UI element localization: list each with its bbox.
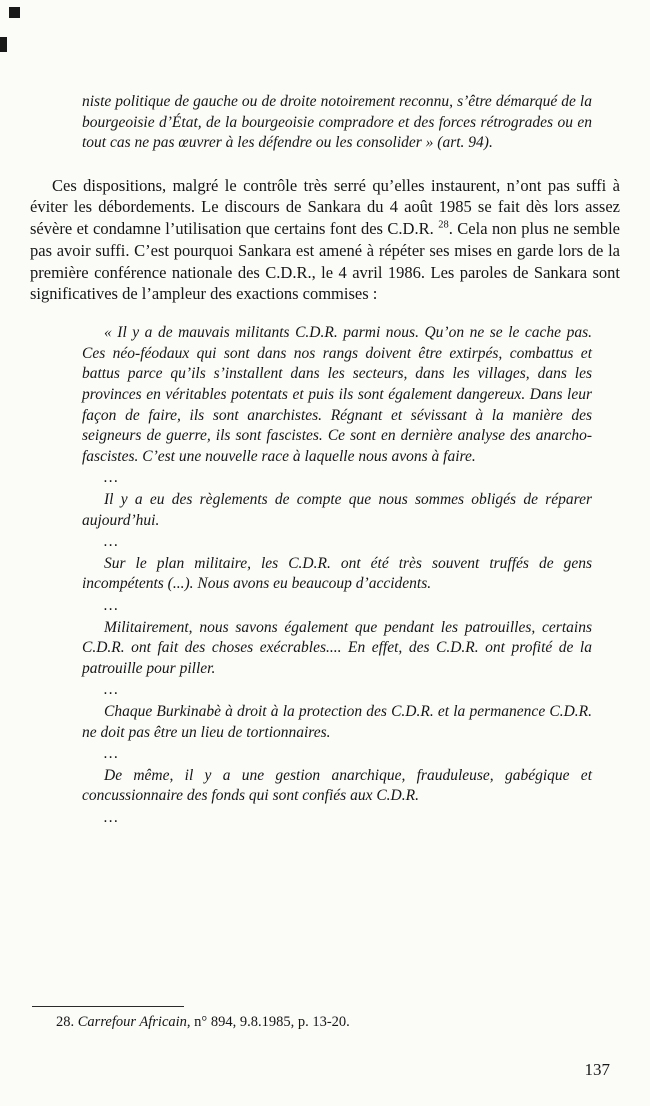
ellipsis-mark: … xyxy=(104,597,119,614)
body-text-after-ref: . Cela non plus ne semble pas avoir suffi. C’est pourquoi Sankara est amené à répéter ses mises en garde lors de la première conférence nationale des C.D.R., le 4 avril 1986. Les paroles de Sankara sont significatives de l’ampleur des exactions commises : xyxy=(30,219,620,304)
body-paragraph xyxy=(30,175,620,306)
quote-paragraph: Chaque Burkinabè à droit à la protection des C.D.R. et la permanence C.D.R. ne doit pas être un lieu de tortionnaires. xyxy=(82,702,592,741)
quote-paragraph: De même, il y a une gestion anarchique, frauduleuse, gabégique et concussionnaire des fonds qui sont confiés aux C.D.R. xyxy=(82,766,592,805)
ellipsis-mark: … xyxy=(104,745,119,763)
quote-paragraph: Sur le plan militaire, les C.D.R. ont été très souvent truffés de gens incompétents (...). Nous avons eu beaucoup d’accidents. xyxy=(82,554,592,593)
page-number: 137 xyxy=(584,1060,610,1079)
scan-mark xyxy=(9,7,20,18)
footnote-area xyxy=(30,1006,620,1032)
ellipsis-mark: … xyxy=(104,533,119,551)
ellipsis-mark: … xyxy=(104,469,119,487)
sankara-quote-block xyxy=(82,323,592,829)
scan-mark xyxy=(0,37,7,52)
body-text-before-ref: Ces dispositions, malgré le contrôle très serré qu’elles instaurent, n’ont pas suffi à éviter les débordements. Le discours de Sankara du 4 août 1985 se fait dès lors assez sévère et condamne l’utilisation que certains font des C.D.R. xyxy=(30,175,620,239)
footnote-ref-28: 28 xyxy=(438,219,449,231)
footnote-divider xyxy=(32,1006,184,1007)
footnote-citation-rest: , n° 894, 9.8.1985, p. 13-20. xyxy=(186,1014,350,1030)
footnote-28 xyxy=(30,1013,620,1032)
footnote-source-title: Carrefour Africain xyxy=(77,1014,187,1030)
ellipsis-mark: … xyxy=(104,808,119,826)
quote-paragraph: Militairement, nous savons également que pendant les patrouilles, certains C.D.R. ont fait des choses exécrables.... En effet, des C.D.R. ont profité de la patrouille pour piller. xyxy=(82,618,592,677)
quote-continuation-block xyxy=(82,92,592,154)
quote-continuation-text: niste politique de gauche ou de droite notoirement reconnu, s’être démarqué de la bourgeoisie d’État, de la bourgeoisie compradore et des forces rétrogrades ou en tout cas ne pas œuvrer à les défendre ou les consolider » (art. 94). xyxy=(82,93,592,151)
quote-paragraph: Il y a eu des règlements de compte que nous sommes obligés de réparer aujourd’hui. xyxy=(82,491,592,529)
footnote-marker: 28. xyxy=(56,1014,75,1030)
quote-paragraph: « Il y a de mauvais militants C.D.R. parmi nous. Qu’on ne se le cache pas. Ces néo-féodaux qui sont dans nos rangs doivent être extirpés, combattus et battus parce qu’ils s’installent dans les secteurs, dans les villages, dans les provinces en véritables potentats et puis ils sont également dangereux. Dans leur façon de faire, ils sont anarchistes. Régnant et sévissant à la manière des seigneurs de guerre, ils sont fascistes. Ce sont en dernière analyse des anarcho-fascistes. C’est une nouvelle race à laquelle nous avons à faire. xyxy=(82,324,592,465)
ellipsis-mark: … xyxy=(104,681,119,699)
